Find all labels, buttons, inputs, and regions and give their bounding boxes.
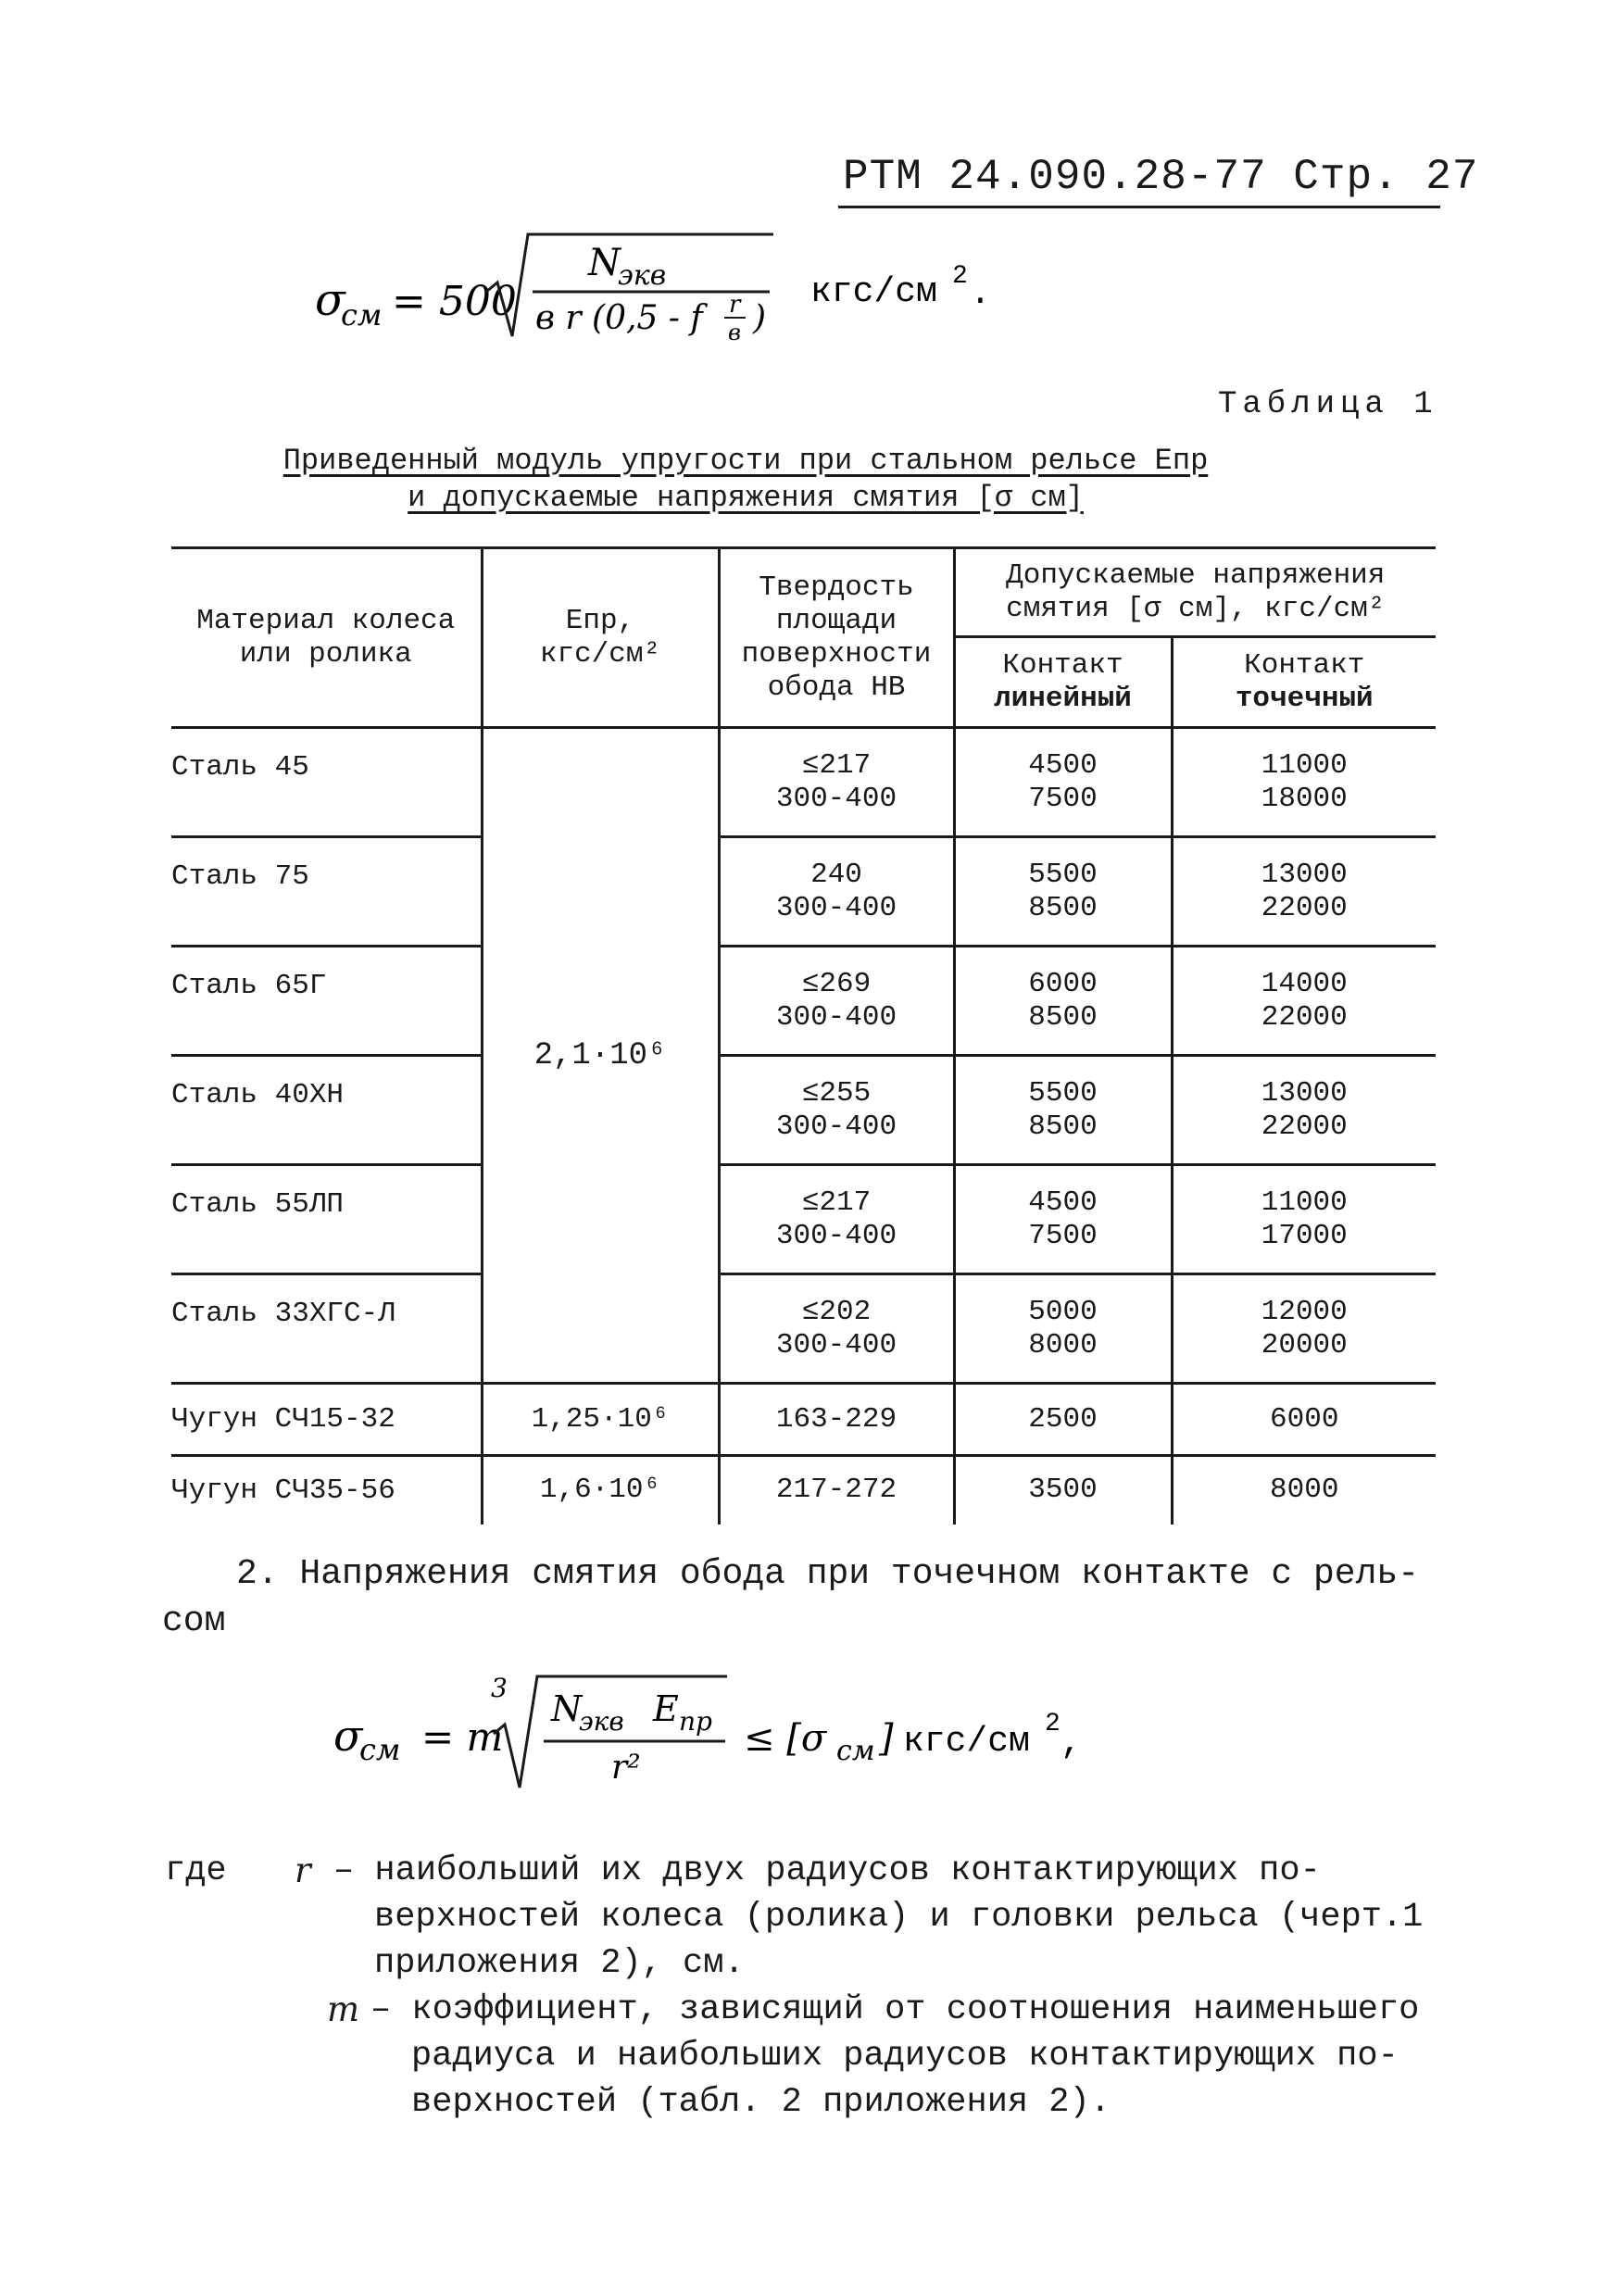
row-hardness <box>719 1056 954 1165</box>
point-1: 14000 <box>1261 967 1348 1000</box>
table-row <box>171 1056 1436 1165</box>
row-modulus: 1,25·10⁶ <box>482 1384 719 1456</box>
header-stress-line2: смятия [σ см], кгс/см² <box>1006 592 1386 625</box>
header-point-line1: Контакт <box>1244 648 1365 682</box>
header-material <box>171 548 482 728</box>
definition-m-line2: радиуса и наибольших радиусов контактирующих по- <box>411 2037 1399 2076</box>
header-hardness <box>719 548 954 728</box>
hardness-2: 300-400 <box>775 891 897 924</box>
linear-1: 4500 <box>1028 748 1098 782</box>
formula2-units: кгс/см <box>903 1722 1030 1762</box>
row-material: Сталь 33ХГС-Л <box>171 1298 395 1330</box>
definition-m-symbol: m <box>327 1989 360 2029</box>
table-header-row-1 <box>171 548 1436 637</box>
row-linear <box>954 1056 1172 1165</box>
row-modulus: 1,6·10⁶ <box>482 1456 719 1524</box>
table-caption <box>213 443 1278 517</box>
point-1: 13000 <box>1261 1076 1348 1110</box>
linear-1: 5000 <box>1028 1295 1098 1328</box>
header-material-line1: Материал колеса <box>196 604 456 637</box>
point-1: 13000 <box>1261 858 1348 891</box>
hardness-2: 300-400 <box>775 782 897 815</box>
formula2-lhs-sub: см <box>359 1732 401 1767</box>
formula-crush-stress-point <box>329 1658 1162 1797</box>
formula2-numerator-e-sub: пр <box>679 1706 712 1737</box>
formula2-numerator-e: E <box>653 1688 679 1729</box>
header-hardness-line3: поверхности <box>741 637 932 671</box>
row-point <box>1172 1274 1436 1384</box>
formula1-lhs: σ <box>315 274 345 326</box>
row-point <box>1172 947 1436 1056</box>
hardness-1: ≤255 <box>801 1076 872 1110</box>
header-linear <box>954 637 1172 728</box>
hardness-1: ≤217 <box>801 748 872 782</box>
formula1-units-sup: 2 <box>952 262 968 291</box>
row-material: Сталь 45 <box>171 751 309 784</box>
formula2-lhs: σ <box>333 1711 363 1761</box>
definition-r-text <box>333 1848 1423 1987</box>
formula1-coefficient: = 500 <box>392 278 517 325</box>
formula2-leq: ≤ [σ <box>744 1717 827 1760</box>
row-material: Чугун СЧ35-56 <box>171 1474 395 1507</box>
definition-r-symbol: r <box>295 1851 311 1890</box>
linear-1: 6000 <box>1028 967 1098 1000</box>
document-reference: РТМ 24.090.28-77 Стр. 27 <box>843 153 1479 201</box>
point-2: 22000 <box>1261 1000 1348 1034</box>
hardness-1: ≤269 <box>801 967 872 1000</box>
formula1-inner-num: r <box>729 291 741 319</box>
linear-2: 7500 <box>1028 1219 1098 1252</box>
formula2-comma: , <box>1061 1724 1082 1763</box>
row-point: 6000 <box>1172 1384 1436 1456</box>
linear-2: 8500 <box>1028 891 1098 924</box>
formula2-bracket: ] <box>879 1717 894 1760</box>
header-point-line2: точечный <box>1235 682 1374 715</box>
formula1-lhs-sub: см <box>341 297 383 332</box>
row-linear: 2500 <box>954 1384 1172 1456</box>
header-stress-line1: Допускаемые напряжения <box>1006 558 1386 592</box>
table-caption-line1: Приведенный модуль упругости при стальном рельсе Eпр <box>282 444 1209 478</box>
paragraph-2-line2: сом <box>162 1601 226 1641</box>
row-hardness <box>719 947 954 1056</box>
point-1: 12000 <box>1261 1295 1348 1328</box>
formula-crush-stress-linear <box>310 227 1051 347</box>
table-row <box>171 1384 1436 1456</box>
header-hardness-line1: Твердость <box>759 571 914 604</box>
point-2: 22000 <box>1261 891 1348 924</box>
hardness-2: 300-400 <box>775 1000 897 1034</box>
hardness-2: 300-400 <box>775 1110 897 1143</box>
header-linear-line1: Контакт <box>1002 648 1123 682</box>
row-point <box>1172 1056 1436 1165</box>
point-2: 22000 <box>1261 1110 1348 1143</box>
table-caption-line2: и допускаемые напряжения смятия [σ см] <box>408 481 1084 515</box>
row-point <box>1172 1165 1436 1274</box>
header-underline <box>838 206 1440 208</box>
formula2-m: = m <box>421 1714 504 1760</box>
row-point <box>1172 837 1436 947</box>
formula2-units-sup: 2 <box>1045 1710 1061 1738</box>
row-material: Сталь 75 <box>171 860 309 893</box>
header-modulus-line1: Eпр, <box>565 604 635 637</box>
definition-r-line2: верхностей колеса (ролика) и головки рельса (черт.1 <box>374 1898 1424 1937</box>
formula1-denominator: в r (0,5 - f <box>535 299 703 337</box>
material-properties-table <box>171 546 1436 1524</box>
formula2-root-index: 3 <box>491 1673 508 1703</box>
table-row <box>171 947 1436 1056</box>
header-point <box>1172 637 1436 728</box>
paragraph-2-line1: 2. Напряжения смятия обода при точечном контакте с рель- <box>236 1554 1420 1594</box>
row-linear <box>954 947 1172 1056</box>
table-number: Таблица 1 <box>1218 387 1438 422</box>
header-modulus <box>482 548 719 728</box>
row-material: Чугун СЧ15-32 <box>171 1403 395 1436</box>
row-point <box>1172 728 1436 837</box>
row-linear <box>954 1274 1172 1384</box>
row-linear <box>954 1165 1172 1274</box>
definition-m-line3: верхностей (табл. 2 приложения 2). <box>411 2083 1111 2122</box>
point-1: 11000 <box>1261 1186 1348 1219</box>
formula1-units: кгс/см <box>810 272 937 312</box>
definitions-where: где <box>165 1851 227 1890</box>
linear-1: 5500 <box>1028 858 1098 891</box>
hardness-1: ≤217 <box>801 1186 872 1219</box>
formula1-numerator-sub: экв <box>618 259 667 292</box>
row-point: 8000 <box>1172 1456 1436 1524</box>
formula1-close: ) <box>753 299 767 337</box>
modulus-steel: 2,1·10⁶ <box>482 728 719 1384</box>
table-row <box>171 1274 1436 1384</box>
row-linear <box>954 837 1172 947</box>
row-hardness <box>719 837 954 947</box>
row-material: Сталь 40ХН <box>171 1079 345 1111</box>
row-material: Сталь 65Г <box>171 970 327 1002</box>
definition-r-line1: – наибольший их двух радиусов контактирующих по- <box>333 1851 1321 1890</box>
row-hardness <box>719 1165 954 1274</box>
row-material: Сталь 55ЛП <box>171 1188 345 1221</box>
formula1-inner-den: в <box>728 320 741 345</box>
linear-1: 4500 <box>1028 1186 1098 1219</box>
table-row <box>171 728 1436 837</box>
row-hardness <box>719 728 954 837</box>
hardness-1: 240 <box>810 858 862 891</box>
hardness-2: 300-400 <box>775 1219 897 1252</box>
header-linear-line2: линейный <box>994 682 1132 715</box>
header-modulus-line2: кгс/см² <box>539 637 661 671</box>
definition-m-line1: – коэффициент, зависящий от соотношения наименьшего <box>370 1990 1420 2029</box>
linear-2: 8500 <box>1028 1000 1098 1034</box>
formula2-denominator: r² <box>611 1749 641 1787</box>
point-1: 11000 <box>1261 748 1348 782</box>
table-row <box>171 1456 1436 1524</box>
header-hardness-line4: обода НВ <box>767 671 906 704</box>
linear-2: 8000 <box>1028 1328 1098 1361</box>
definition-r-line3: приложения 2), см. <box>374 1944 745 1983</box>
point-2: 18000 <box>1261 782 1348 815</box>
formula2-numerator-sub: экв <box>579 1706 624 1737</box>
definition-m-text <box>370 1987 1419 2126</box>
hardness-2: 300-400 <box>775 1328 897 1361</box>
row-hardness: 163-229 <box>719 1384 954 1456</box>
linear-2: 8500 <box>1028 1110 1098 1143</box>
formula2-numerator: N <box>551 1688 583 1729</box>
formula1-period: . <box>970 274 991 314</box>
row-linear: 3500 <box>954 1456 1172 1524</box>
linear-1: 5500 <box>1028 1076 1098 1110</box>
point-2: 20000 <box>1261 1328 1348 1361</box>
row-hardness: 217-272 <box>719 1456 954 1524</box>
hardness-1: ≤202 <box>801 1295 872 1328</box>
header-stress <box>954 548 1436 637</box>
row-linear <box>954 728 1172 837</box>
formula2-leq-sub: см <box>836 1735 875 1767</box>
row-hardness <box>719 1274 954 1384</box>
point-2: 17000 <box>1261 1219 1348 1252</box>
formula1-numerator: N <box>588 242 621 284</box>
table-row <box>171 837 1436 947</box>
linear-2: 7500 <box>1028 782 1098 815</box>
header-material-line2: или ролика <box>239 637 412 671</box>
table-row <box>171 1165 1436 1274</box>
header-hardness-line2: площади <box>775 604 897 637</box>
